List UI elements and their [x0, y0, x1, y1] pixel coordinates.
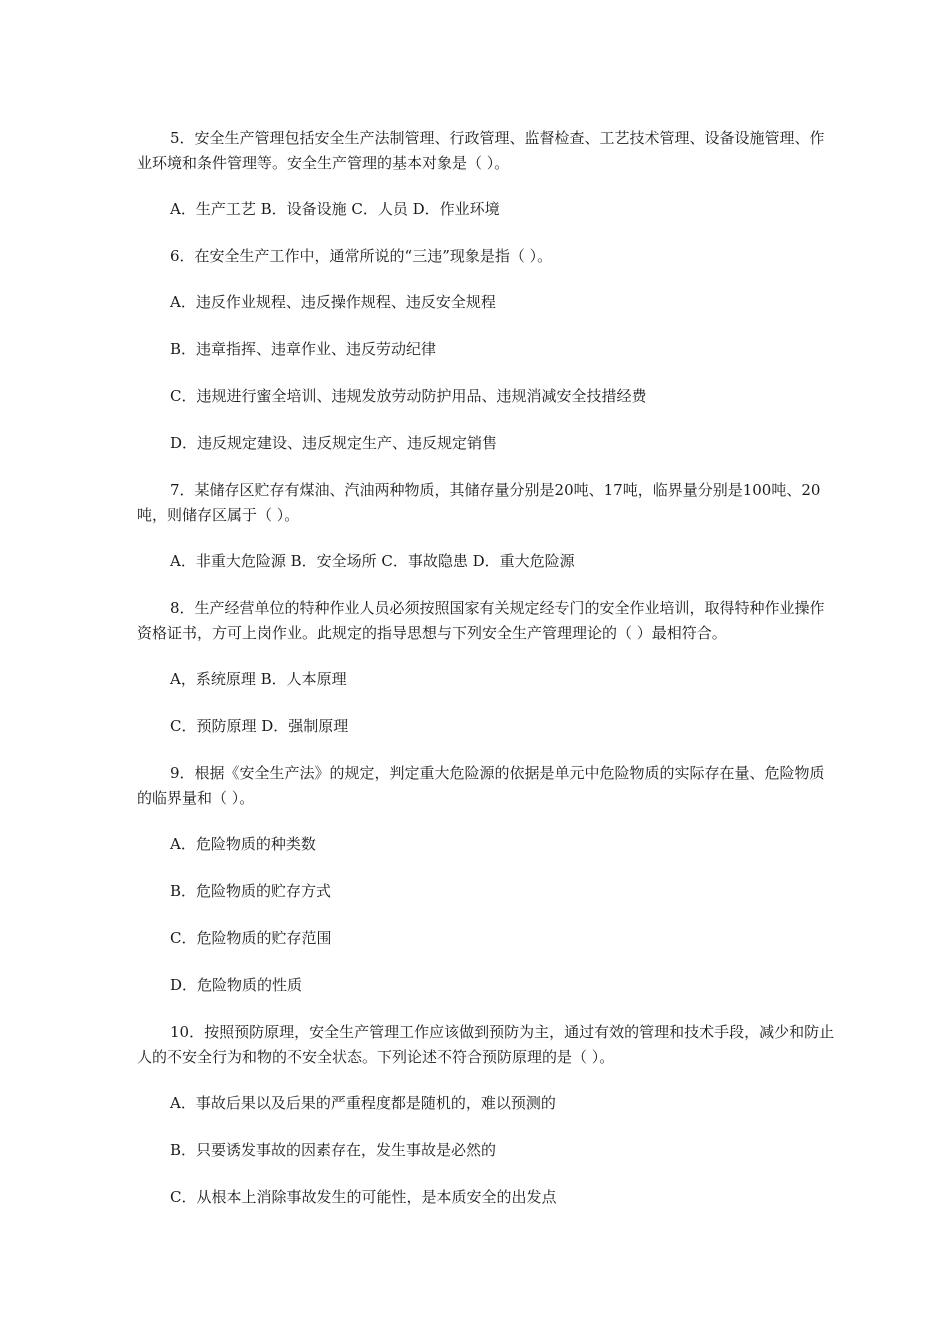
document-content — [137, 126, 837, 1232]
question-5: 5．安全生产管理包括安全生产法制管理、行政管理、监督检查、工艺技术管理、设备设施管理、作业环境和条件管理等。安全生产管理的基本对象是（ ）。 — [137, 129, 825, 172]
question-10-option-c: C．从根本上消除事故发生的可能性，是本质安全的出发点 — [170, 1188, 557, 1206]
question-5-options: A．生产工艺 B．设备设施 C．人员 D．作业环境 — [170, 200, 500, 218]
question-7: 7．某储存区贮存有煤油、汽油两种物质，其储存量分别是20吨、17吨，临界量分别是100吨、20吨，则储存区属于（ ）。 — [137, 481, 821, 524]
question-9-option-c: C．危险物质的贮存范围 — [170, 929, 332, 947]
question-6-option-c: C．违规进行蜜全培训、违规发放劳动防护用品、违规消减安全技措经费 — [170, 387, 647, 405]
question-10-option-b: B．只要诱发事故的因素存在，发生事故是必然的 — [170, 1141, 497, 1159]
question-8-options-ab: A，系统原理 B．人本原理 — [170, 670, 347, 688]
question-6-option-a: A．违反作业规程、违反操作规程、违反安全规程 — [170, 293, 496, 311]
question-8: 8．生产经营单位的特种作业人员必须按照国家有关规定经专门的安全作业培训，取得特种作业操作资格证书，方可上岗作业。此规定的指导思想与下列安全生产管理理论的（ ）最相符合。 — [137, 599, 825, 642]
question-9-option-d: D．危险物质的性质 — [170, 976, 303, 994]
question-6-option-d: D．违反规定建设、违反规定生产、违反规定销售 — [170, 434, 498, 452]
question-6-option-b: B．违章指挥、违章作业、违反劳动纪律 — [170, 340, 437, 358]
question-9-option-a: A．危险物质的种类数 — [170, 835, 316, 853]
question-10-option-a: A．事故后果以及后果的严重程度都是随机的，难以预测的 — [170, 1094, 556, 1112]
question-7-options: A．非重大危险源 B．安全场所 C．事故隐患 D．重大危险源 — [170, 552, 575, 570]
question-8-options-cd: C．预防原理 D．强制原理 — [170, 717, 349, 735]
question-9-option-b: B．危险物质的贮存方式 — [170, 882, 332, 900]
question-9: 9．根据《安全生产法》的规定，判定重大危险源的依据是单元中危险物质的实际存在量、危险物质的临界量和（ ）。 — [137, 764, 825, 807]
question-6: 6．在安全生产工作中，通常所说的“三违”现象是指（ ）。 — [170, 247, 553, 265]
question-10: 10．按照预防原理，安全生产管理工作应该做到预防为主，通过有效的管理和技术手段，减少和防止人的不安全行为和物的不安全状态。下列论述不符合预防原理的是（ ）。 — [137, 1023, 835, 1066]
